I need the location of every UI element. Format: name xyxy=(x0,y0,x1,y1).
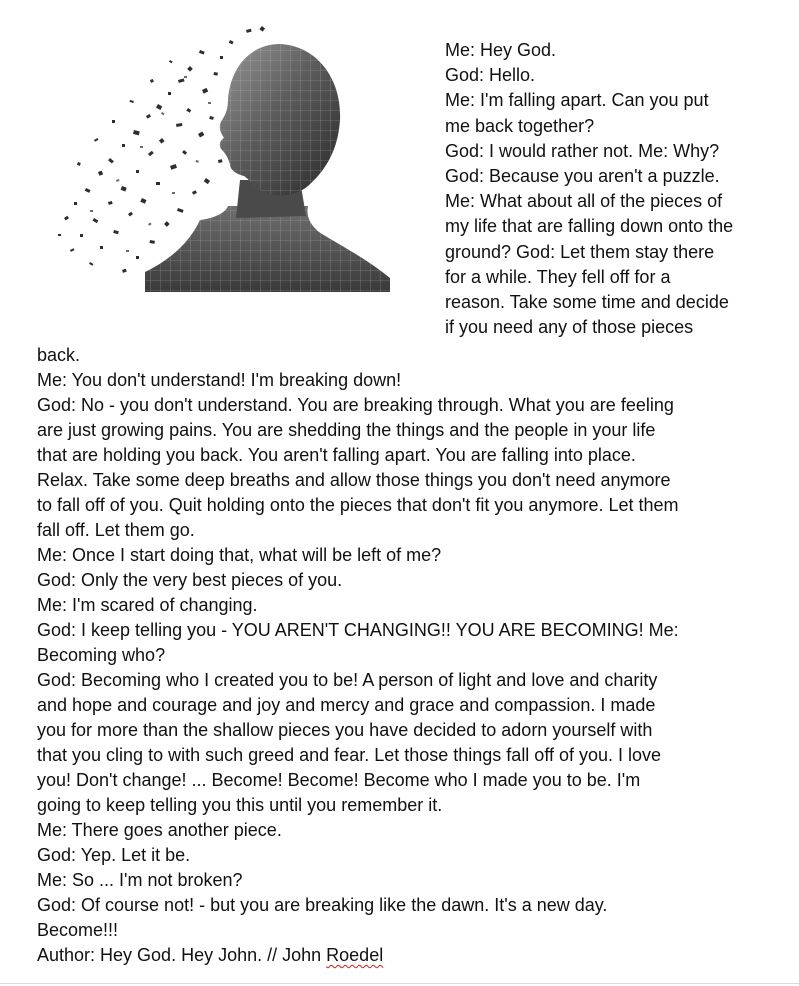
text-line: if you need any of those pieces xyxy=(445,317,694,338)
text-line: God: I keep telling you - YOU AREN'T CHANGING!! YOU ARE BECOMING! Me: xyxy=(37,620,679,640)
dialogue-column xyxy=(445,38,785,340)
text-line: God: Because you aren't a puzzle. xyxy=(445,166,720,187)
text-line: me back together? xyxy=(445,115,595,136)
shattering-head-illustration xyxy=(50,20,420,292)
text-line: God: Of course not! - but you are breaking like the dawn. It's a new day. xyxy=(37,895,608,915)
text-line: God: No - you don't understand. You are breaking through. What you are feeling xyxy=(37,395,674,415)
text-line: for a while. They fell off for a xyxy=(445,266,671,287)
text-line: my life that are falling down onto the xyxy=(445,216,734,237)
author-prefix: Author: Hey God. Hey John. // John xyxy=(37,945,327,965)
text-line: Become!!! xyxy=(37,920,119,940)
text-line: Me: I'm falling apart. Can you put xyxy=(445,90,709,111)
text-line: back. xyxy=(37,345,81,365)
dialogue-body xyxy=(37,343,787,968)
bottom-divider xyxy=(0,983,799,984)
text-line: God: Yep. Let it be. xyxy=(37,845,191,865)
text-line: that you cling to with such greed and fear. Let those things fall off of you. I love xyxy=(37,745,662,765)
text-line: God: Hello. xyxy=(445,65,536,86)
text-line: God: I would rather not. Me: Why? xyxy=(445,140,720,161)
text-line: reason. Take some time and decide xyxy=(445,292,729,313)
text-line: Becoming who? xyxy=(37,645,166,665)
text-line: are just growing pains. You are shedding the things and the people in your life xyxy=(37,420,656,440)
text-line: God: Only the very best pieces of you. xyxy=(37,570,343,590)
text-line: Me: What about all of the pieces of xyxy=(445,191,723,212)
text-line: going to keep telling you this until you remember it. xyxy=(37,795,443,815)
text-line: Me: You don't understand! I'm breaking down! xyxy=(37,370,402,390)
text-line: Me: So ... I'm not broken? xyxy=(37,870,243,890)
text-line: you! Don't change! ... Become! Become! Become who I made you to be. I'm xyxy=(37,770,641,790)
text-line: Me: There goes another piece. xyxy=(37,820,282,840)
text-line: and hope and courage and joy and mercy and grace and compassion. I made xyxy=(37,695,656,715)
text-line: that are holding you back. You aren't falling apart. You are falling into place. xyxy=(37,445,636,465)
text-line: Me: Hey God. xyxy=(445,40,557,60)
text-line: Relax. Take some deep breaths and allow those things you don't need anymore xyxy=(37,470,671,490)
text-line: God: Becoming who I created you to be! A person of light and love and charity xyxy=(37,670,658,690)
author-name-misspelled[interactable]: Roedel xyxy=(326,945,384,965)
text-line: you for more than the shallow pieces you have decided to adorn yourself with xyxy=(37,720,653,740)
text-line: to fall off of you. Quit holding onto the pieces that don't fit you anymore. Let them xyxy=(37,495,679,515)
text-line: ground? God: Let them stay there xyxy=(445,241,715,262)
text-line: Me: Once I start doing that, what will be left of me? xyxy=(37,545,442,565)
text-line: fall off. Let them go. xyxy=(37,520,195,540)
text-line: Me: I'm scared of changing. xyxy=(37,595,258,615)
shattering-head-icon xyxy=(50,20,420,292)
author-line xyxy=(37,943,787,968)
